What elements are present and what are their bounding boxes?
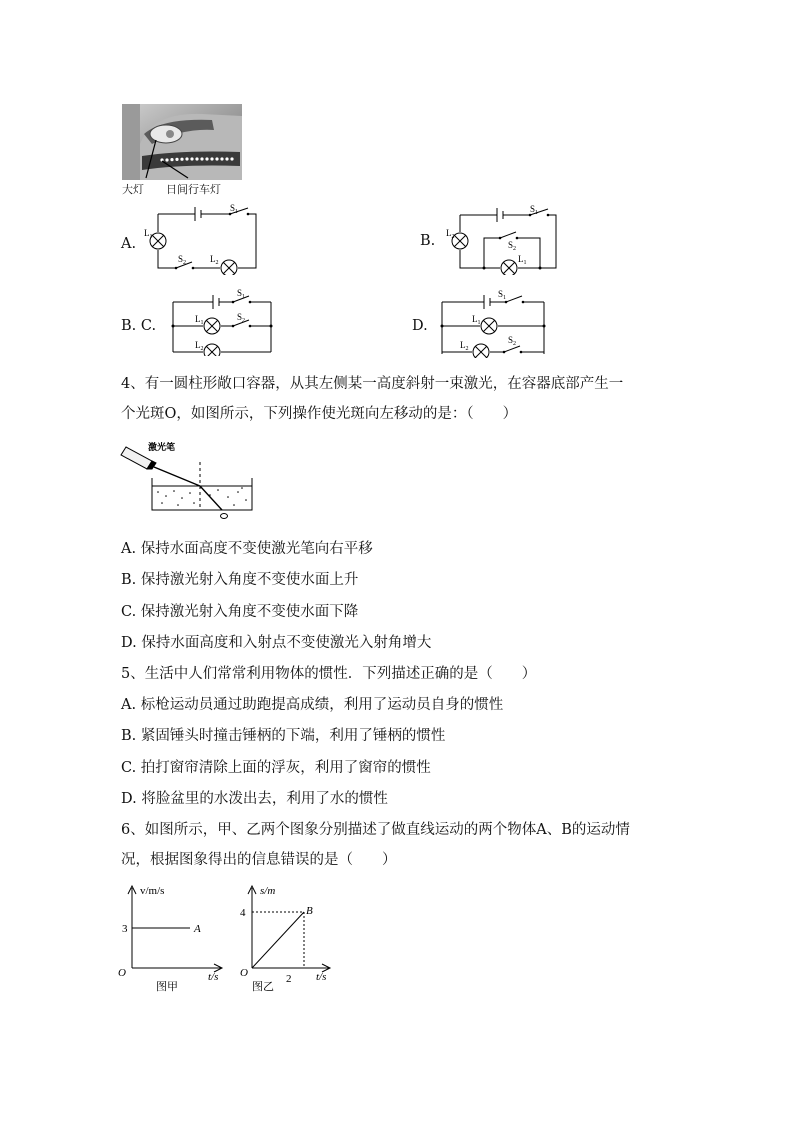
q6-stem-line2: 况，根据图象得出的信息错误的是（ ） (121, 852, 397, 868)
jia-ytick-3: 3 (122, 923, 128, 935)
svg-text:L2: $L_2$ (446, 228, 455, 240)
svg-text:L1: $L_1$ (195, 314, 204, 326)
q4-option-b: B. 保持激光射入角度不变使水面上升 (121, 572, 359, 588)
option-b-label: B. (420, 233, 436, 249)
circuit-a (140, 200, 270, 275)
laser-pen-label: 激光笔 (148, 442, 176, 452)
svg-text:S1: $S_1$ (498, 289, 507, 301)
q5-option-c: C. 拍打窗帘清除上面的浮灰，利用了窗帘的惯性 (121, 760, 431, 776)
q4-option-d: D. 保持水面高度和入射点不变使激光入射角增大 (121, 635, 432, 651)
switch-s1-label: $S_1$ (230, 203, 239, 215)
option-a-label: A. (121, 236, 137, 252)
jia-origin: O (118, 967, 126, 979)
circuit-c (165, 286, 280, 356)
q5-stem: 5、生活中人们常常利用物体的惯性．下列描述正确的是（ ） (121, 666, 537, 682)
jia-ylabel: v/m/s (140, 885, 165, 897)
circuit-d (436, 288, 551, 358)
svg-text:L1: $L_1$ (518, 254, 527, 266)
jia-xlabel: t/s (208, 971, 219, 983)
q4-option-a: A. 保持水面高度不变使激光笔向右平移 (121, 541, 373, 557)
q5-option-b: B. 紧固锤头时撞击锤柄的下端，利用了锤柄的惯性 (121, 728, 446, 744)
svg-text:L1: $L_1$ (472, 314, 481, 326)
q4-stem-line2: 个光斑O，如图所示，下列操作使光斑向左移动的是：（ ） (121, 406, 518, 422)
svg-text:L2: $L_2$ (195, 340, 204, 352)
lamp-l1-label: $L_1$ (144, 228, 153, 240)
headlight-label: 大灯 (122, 183, 144, 196)
yi-xtick-2: 2 (286, 973, 292, 985)
q4-option-c: C. 保持激光射入角度不变使水面下降 (121, 604, 359, 620)
jia-caption: 图甲 (156, 981, 178, 993)
svg-text:L2: $L_2$ (460, 340, 469, 352)
series-b-label: B (306, 905, 313, 917)
svg-text:S1: $S_1$ (237, 288, 246, 300)
series-a-label: A (194, 923, 201, 935)
yi-ytick-4: 4 (240, 907, 246, 919)
svg-text:S1: $S_1$ (530, 204, 539, 216)
option-c-label: B. C. (121, 318, 157, 334)
laser-figure (118, 440, 268, 524)
yi-caption: 图乙 (252, 981, 274, 993)
car-photo (122, 104, 242, 180)
q5-option-d: D. 将脸盆里的水泼出去，利用了水的惯性 (121, 791, 388, 807)
yi-origin: O (240, 967, 248, 979)
q6-stem-line1: 6、如图所示，甲、乙两个图象分别描述了做直线运动的两个物体A、B的运动情 (121, 822, 630, 838)
yi-ylabel: s/m (260, 885, 276, 897)
graph-jia-vt (118, 880, 233, 995)
svg-text:S2: $S_2$ (237, 312, 246, 324)
yi-xlabel: t/s (316, 971, 327, 983)
option-d-label: D. (412, 318, 428, 334)
svg-text:S2: $S_2$ (508, 240, 517, 252)
series-b-line (252, 912, 304, 968)
q5-option-a: A. 标枪运动员通过助跑提高成绩，利用了运动员自身的惯性 (121, 697, 504, 713)
svg-text:S2: $S_2$ (508, 335, 517, 347)
lamp-l2-label: $L_2$ (210, 254, 219, 266)
circuit-b (442, 203, 567, 275)
q4-stem-line1: 4、有一圆柱形敞口容器，从其左侧某一高度斜射一束激光，在容器底部产生一 (121, 376, 624, 392)
daytime-light-label: 日间行车灯 (166, 183, 221, 196)
switch-s2-label: $S_2$ (178, 254, 187, 266)
graph-yi-st (238, 880, 338, 995)
